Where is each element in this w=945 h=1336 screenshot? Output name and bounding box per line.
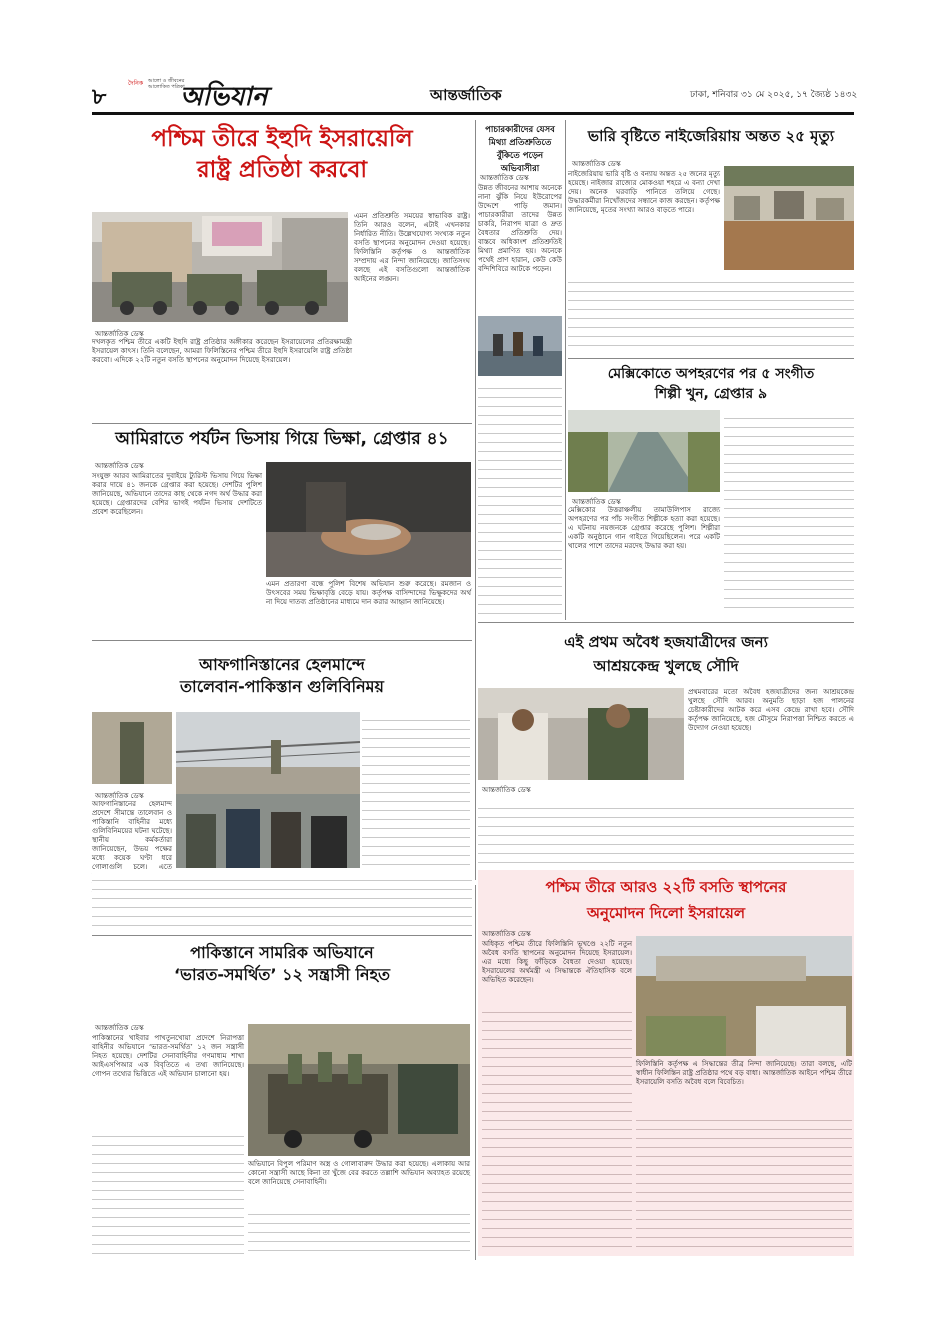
section-title: আন্তর্জাতিক bbox=[430, 86, 502, 104]
photo-illustration bbox=[724, 166, 854, 270]
byline: আন্তর্জাতিক ডেস্ক bbox=[95, 792, 144, 800]
masthead-rule bbox=[92, 112, 854, 115]
photo-illustration bbox=[478, 688, 684, 780]
headline-line: আফগানিস্তানের হেলমান্দে bbox=[199, 655, 365, 674]
headline-uae: আমিরাতে পর্যটন ভিসায় গিয়ে ভিক্ষা, গ্রেপ্তার ৪১ bbox=[115, 429, 449, 449]
byline: আন্তর্জাতিক ডেস্ক bbox=[572, 160, 621, 168]
article-body-continued bbox=[478, 800, 854, 866]
article-body: পাকিস্তানের খাইবার পাখতুনখোয়া প্রদেশে নিরাপত্তা বাহিনীর অভিযানে ‘ভারত-সমর্থিত’ ১২ জন সন্ত্রাসী নিহত হয়েছে। দেশটির সেনাবাহিনীর গণমাধ্যম শাখা আইএসপিআর এক বিবৃতিতে এ তথ্য জানিয়েছে। গোপন তথ্যের ভিত্তিতে এই অভিযান চালানো হয়। bbox=[92, 1034, 244, 1078]
article-body: উন্নত জীবনের আশায় অনেকে নানা ঝুঁকি নিয়ে ইউরোপের উদ্দেশে পাড়ি জমান। পাচারকারীরা তাদের উন্নত চাকরি, নিরাপদ যাত্রা ও দ্রুত বৈধতার প্রতিশ্রুতি দেয়। বাস্তবে অধিকাংশ প্রতিশ্রুতিই মিথ্যা প্রমাণিত হয়। অনেকে পথেই প্রাণ হারান, কেউ কেউ বন্দিশিবিরে আটকে পড়েন। bbox=[478, 184, 562, 273]
photo-illustration bbox=[568, 410, 720, 492]
byline: আন্তর্জাতিক ডেস্ক bbox=[95, 1024, 144, 1032]
photo-illustration bbox=[92, 712, 172, 784]
article-body-continued bbox=[482, 1004, 632, 1254]
article-body-continued bbox=[92, 1128, 244, 1258]
headline-settlements bbox=[478, 874, 854, 926]
byline: আন্তর্জাতিক ডেস্ক bbox=[95, 330, 144, 338]
photo-migrants bbox=[478, 316, 562, 376]
photo-nigeria-flood bbox=[724, 166, 854, 270]
photo-illustration bbox=[248, 1024, 470, 1156]
byline: আন্তর্জাতিক ডেস্ক bbox=[95, 462, 144, 470]
photo-border-fence bbox=[176, 712, 360, 794]
photo-taliban-fighters bbox=[176, 794, 360, 868]
headline-line: এই প্রথম অবৈধ হজযাত্রীদের জন্য bbox=[564, 633, 768, 651]
headline-line: রাষ্ট্র প্রতিষ্ঠা করবো bbox=[196, 157, 368, 184]
column-divider bbox=[565, 120, 566, 620]
article-body-continued bbox=[636, 1112, 852, 1254]
column-divider bbox=[475, 120, 476, 880]
headline-line: আশ্রয়কেন্দ্র খুলছে সৌদি bbox=[593, 657, 739, 675]
headline-mexico bbox=[568, 364, 854, 404]
article-body: প্রথমবারের মতো অবৈধ হজযাত্রীদের জন্য আশ্রয়কেন্দ্র খুলছে সৌদি আরব। অনুমতি ছাড়া হজ পালনের চেষ্টাকারীদের আটক করে এসব কেন্দ্রে রাখা হবে। সৌদি কর্তৃপক্ষ জানিয়েছে, হজ মৌসুমে নিরাপত্তা নিশ্চিত করতে এ উদ্যোগ নেওয়া হয়েছে। bbox=[688, 688, 854, 732]
photo-illustration bbox=[636, 936, 852, 1056]
article-body: মেক্সিকোর উত্তরাঞ্চলীয় তামাউলিপাস রাজ্যে অপহরণের পর পাঁচ সংগীত শিল্পীকে হত্যা করা হয়েছে। এ ঘটনায় নয়জনকে গ্রেপ্তার করেছে পুলিশ। শিল্পীরা একটি অনুষ্ঠানে গান গাইতে গিয়েছিলেন। পরে একটি খালের পাশে তাদের মরদেহ উদ্ধার করা হয়। bbox=[568, 506, 720, 550]
article-body-continued bbox=[362, 712, 470, 867]
headline-hajj bbox=[478, 630, 854, 678]
headline-nigeria: ভারি বৃষ্টিতে নাইজেরিয়ায় অন্তত ২৫ মৃত্যু bbox=[587, 127, 835, 145]
article-body: অভিযানে বিপুল পরিমাণ অস্ত্র ও গোলাবারুদ উদ্ধার করা হয়েছে। এলাকায় আর কোনো সন্ত্রাসী আছে কিনা তা খুঁজে বের করতে তল্লাশি অভিযান অব্যাহত রয়েছে বলে জানিয়েছে সেনাবাহিনী। bbox=[248, 1160, 470, 1186]
article-body: আফগানিস্তানের হেলমান্দ প্রদেশে সীমান্তে তালেবান ও পাকিস্তানি বাহিনীর মধ্যে গুলিবিনিময়ের ঘটনা ঘটেছে। স্থানীয় কর্মকর্তারা জানিয়েছেন, উভয় পক্ষের মধ্যে কয়েক ঘণ্টা ধরে গোলাগুলি চলে। এতে bbox=[92, 800, 172, 871]
photo-soldier bbox=[92, 712, 172, 784]
headline-line: ‘ভারত-সমর্থিত’ ১২ সন্ত্রাসী নিহত bbox=[173, 964, 391, 984]
headline-pakistan bbox=[92, 942, 472, 985]
dateline: ঢাকা, শনিবার ৩১ মে ২০২৫, ১৭ জ্যৈষ্ঠ ১৪৩২ bbox=[690, 90, 858, 100]
article-body-continued bbox=[724, 410, 854, 616]
byline: আন্তর্জাতিক ডেস্ক bbox=[482, 786, 531, 794]
headline-line: পশ্চিম তীরে ইহুদি ইসরায়েলি bbox=[151, 126, 413, 152]
byline: আন্তর্জাতিক ডেস্ক bbox=[480, 174, 529, 182]
headline-afghan bbox=[92, 654, 472, 697]
logo-tagline: আলো ও জীবনের আলোকিত পত্রিকা bbox=[148, 78, 185, 90]
photo-illustration bbox=[176, 712, 360, 794]
article-divider bbox=[568, 358, 854, 359]
article-body: এমন প্রতিশ্রুতি সময়ের স্বাভাবিক রাষ্ট্র। তিনি আরও বলেন, এটাই এখনকার নির্ধারিত নীতি। উল্লেখযোগ্য সংখ্যক নতুন বসতি স্থাপনের অনুমোদন দেওয়া হয়েছে। ফিলিস্তিনি কর্তৃপক্ষ ও আন্তর্জাতিক সম্প্রদায় এর নিন্দা জানিয়েছে। জাতিসংঘ বলছে এই বসতিগুলো আন্তর্জাতিক আইনের লঙ্ঘন। bbox=[354, 212, 470, 283]
article-body: এমন প্রতারণা বন্ধে পুলিশ বিশেষ অভিযান শুরু করেছে। রমজান ও উৎসবের সময় ভিক্ষাবৃত্তি বেড়ে যায়। কর্তৃপক্ষ বাসিন্দাদের ভিক্ষুকদের অর্থ না দিয়ে দাতব্য প্রতিষ্ঠানের মাধ্যমে দান করার আহ্বান জানিয়েছে। bbox=[266, 580, 471, 606]
photo-pakistani-soldiers bbox=[248, 1024, 470, 1156]
headline-line: শিল্পী খুন, গ্রেপ্তার ৯ bbox=[654, 386, 768, 402]
photo-west-bank-settlement bbox=[636, 936, 852, 1056]
article-divider bbox=[478, 622, 854, 623]
photo-mexico-canal bbox=[568, 410, 720, 492]
headline-line: তালেবান-পাকিস্তান গুলিবিনিময় bbox=[180, 676, 384, 696]
headline-line: পশ্চিম তীরে আরও ২২টি বসতি স্থাপনের bbox=[545, 878, 787, 896]
article-divider bbox=[92, 935, 472, 936]
article-body: দখলকৃত পশ্চিম তীরে একটি ইহুদি রাষ্ট্র প্রতিষ্ঠার অঙ্গীকার করেছেন ইসরায়েলের প্রতিরক্ষামন্ত্রী ইসরায়েল কাৎস। তিনি বলেছেন, আমরা ফিলিস্তিনের পশ্চিম তীরে ইহুদি ইসরায়েলি রাষ্ট্র প্রতিষ্ঠা করবো। এদিকে ২২টি নতুন বসতি স্থাপনের অনুমোদন দিয়েছে ইসরায়েল। bbox=[92, 338, 352, 364]
photo-beggar-hands bbox=[266, 462, 471, 577]
photo-illustration bbox=[478, 316, 562, 376]
article-body: সংযুক্ত আরব আমিরাতের দুবাইয়ে ট্যুরিস্ট ভিসায় গিয়ে ভিক্ষা করার দায়ে ৪১ জনকে গ্রেপ্তার করা হয়েছে। দেশটির পুলিশ জানিয়েছে, অভিযানে তাদের কাছ থেকে নগদ অর্থ উদ্ধার করা হয়েছে। গ্রেপ্তারদের বেশির ভাগই পর্যটন ভিসায় দেশটিতে প্রবেশ করেছিলেন। bbox=[92, 472, 262, 516]
photo-saudi-security bbox=[478, 688, 684, 780]
headline-line: অনুমোদন দিলো ইসরায়েল bbox=[586, 904, 745, 922]
byline: আন্তর্জাতিক ডেস্ক bbox=[482, 930, 531, 938]
byline: আন্তর্জাতিক ডেস্ক bbox=[572, 498, 621, 506]
article-divider bbox=[92, 423, 472, 424]
article-body-continued bbox=[568, 274, 854, 354]
column-divider bbox=[475, 885, 476, 1260]
headline-smuggling: পাচারকারীদের যেসব মিথ্যা প্রতিশ্রুতিতে বুঁকিতে পড়েন অভিবাসীরা bbox=[485, 125, 555, 174]
article-divider bbox=[92, 640, 472, 641]
headline-israel-state bbox=[92, 124, 472, 186]
article-body-continued bbox=[248, 1206, 470, 1258]
page-number: ৮ bbox=[92, 85, 107, 110]
photo-illustration bbox=[266, 462, 471, 577]
logo-side-text: দৈনিক bbox=[128, 80, 144, 87]
headline-line: পাকিস্তানে সামরিক অভিযানে bbox=[190, 943, 374, 962]
photo-illustration bbox=[92, 212, 348, 322]
photo-illustration bbox=[176, 794, 360, 868]
headline-line: মেক্সিকোতে অপহরণের পর ৫ সংগীত bbox=[607, 366, 815, 382]
article-body: নাইজেরিয়ায় ভারি বৃষ্টি ও বন্যায় অন্তত ২৫ জনের মৃত্যু হয়েছে। নাইজার রাজ্যের মোকওয়া শহরে এ বন্যা দেখা দেয়। অনেক ঘরবাড়ি পানিতে তলিয়ে গেছে। উদ্ধারকর্মীরা নিখোঁজদের সন্ধানে কাজ করছেন। কর্তৃপক্ষ জানিয়েছে, মৃতের সংখ্যা আরও বাড়তে পারে। bbox=[568, 170, 720, 214]
newspaper-logo: অভিযান bbox=[180, 82, 268, 112]
article-body-continued bbox=[92, 872, 472, 932]
article-body: ফিলিস্তিনি কর্তৃপক্ষ এ সিদ্ধান্তের তীব্র নিন্দা জানিয়েছে। তারা বলছে, এটি স্বাধীন ফিলিস্তিন রাষ্ট্র প্রতিষ্ঠার পথে বড় বাধা। আন্তর্জাতিক আইনে পশ্চিম তীরে ইসরায়েলি বসতি অবৈধ বলে বিবেচিত। bbox=[636, 1060, 852, 1086]
article-body-continued bbox=[478, 380, 562, 618]
photo-israeli-military-vehicles bbox=[92, 212, 348, 322]
article-body: অধিকৃত পশ্চিম তীরে ফিলিস্তিনি ভূখণ্ডে ২২টি নতুন অবৈধ বসতি স্থাপনের অনুমোদন দিয়েছে ইসরায়েল। এর মধ্যে কিছু ফাঁড়িকে বৈধতা দেওয়া হয়েছে। ইসরায়েলের অর্থমন্ত্রী এ সিদ্ধান্তকে ঐতিহাসিক বলে অভিহিত করেছেন। bbox=[482, 940, 632, 984]
